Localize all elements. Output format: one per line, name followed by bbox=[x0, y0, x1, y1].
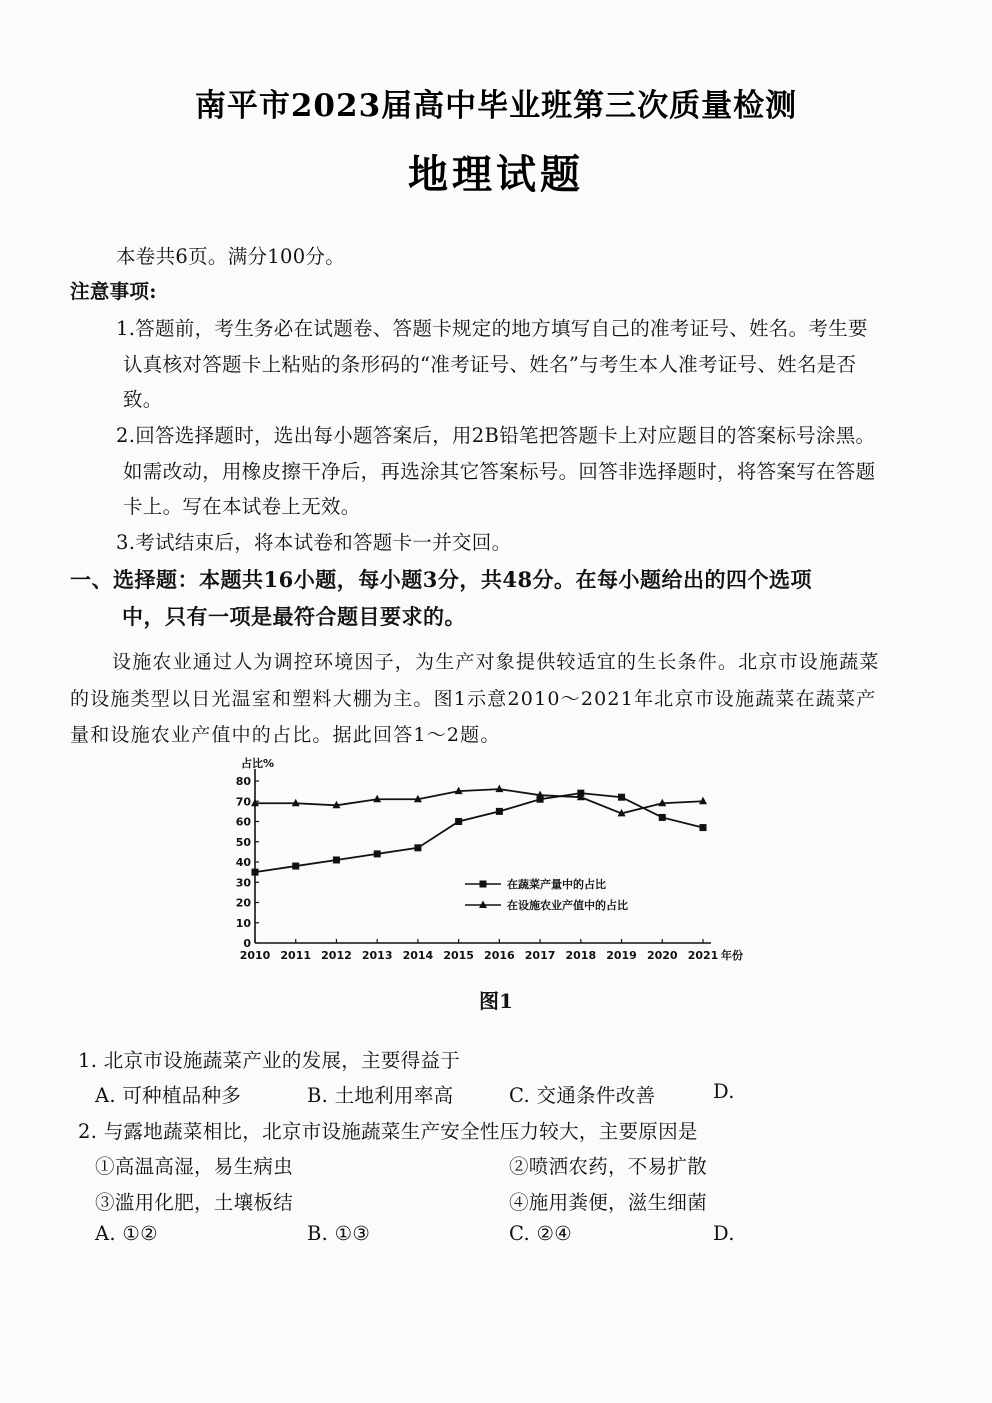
x-tick-label: 2020 bbox=[646, 949, 678, 962]
x-tick-label: 2010 bbox=[239, 949, 271, 962]
data-point-triangle bbox=[455, 787, 463, 795]
intro-line-2: 的设施类型以日光温室和塑料大棚为主。图1示意2010～2021年北京市设施蔬菜在蔬菜产 bbox=[70, 688, 877, 710]
y-tick-label: 70 bbox=[235, 795, 251, 809]
legend-label-1: 在蔬菜产量中的占比 bbox=[507, 878, 606, 891]
x-tick-label: 2014 bbox=[402, 949, 434, 962]
data-point-square bbox=[252, 869, 259, 876]
q1-option-b: B. 土地利用率高 bbox=[307, 1084, 454, 1107]
notice-item-1-line-3: 致。 bbox=[123, 388, 163, 411]
notice-item-2-line-1: 2.回答选择题时，选出每小题答案后，用2B铅笔把答题卡上对应题目的答案标号涂黑。 bbox=[116, 424, 876, 447]
q2-statement-1: ①高温高湿，易生病虫 bbox=[95, 1155, 294, 1178]
data-point-triangle bbox=[414, 795, 422, 803]
data-point-triangle bbox=[658, 799, 666, 807]
y-tick-label: 80 bbox=[235, 775, 251, 788]
intro-line-3: 量和设施农业产值中的占比。据此回答1～2题。 bbox=[70, 724, 501, 746]
notice-item-1-line-1: 1.答题前，考生务必在试题卷、答题卡规定的地方填写自己的准考证号、姓名。考生要 bbox=[116, 317, 868, 340]
series-line-1 bbox=[255, 793, 703, 872]
y-tick-label: 40 bbox=[235, 856, 251, 869]
section-heading: 一、选择题：本题共16小题，每小题3分，共48分。在每小题给出的四个选项 bbox=[70, 567, 813, 592]
data-point-square bbox=[577, 790, 584, 797]
q2-option-d: D. bbox=[713, 1222, 735, 1245]
x-axis-title: 年份 bbox=[721, 949, 743, 962]
data-point-square bbox=[618, 794, 625, 801]
section-heading-cont: 中，只有一项是最符合题目要求的。 bbox=[122, 604, 466, 629]
x-tick-label: 2019 bbox=[606, 949, 637, 962]
data-point-triangle bbox=[332, 801, 340, 809]
notice-item-2-line-3: 卡上。写在本试卷上无效。 bbox=[123, 495, 361, 518]
exam-meta: 本卷共6页。满分100分。 bbox=[116, 245, 346, 268]
data-point-square bbox=[414, 844, 421, 851]
data-point-square bbox=[333, 856, 340, 863]
q2-option-b: B. ①③ bbox=[307, 1222, 371, 1245]
notice-title: 注意事项: bbox=[70, 280, 157, 303]
q2-statement-2: ②喷洒农药，不易扩散 bbox=[509, 1155, 708, 1178]
x-tick-label: 2018 bbox=[565, 949, 597, 962]
q1-option-d: D. bbox=[713, 1080, 735, 1103]
notice-item-1-line-2: 认真核对答题卡上粘贴的条形码的“准考证号、姓名”与考生本人准考证号、姓名是否 bbox=[123, 353, 857, 376]
figure-caption: 图1 bbox=[479, 989, 513, 1013]
exam-subject-title: 地理试题 bbox=[408, 151, 584, 198]
data-point-square bbox=[496, 808, 503, 815]
data-point-square bbox=[455, 818, 462, 825]
x-tick-label: 2012 bbox=[321, 949, 352, 962]
exam-header: 南平市2023届高中毕业班第三次质量检测 bbox=[194, 88, 798, 124]
q1-option-a: A. 可种植品种多 bbox=[95, 1084, 242, 1107]
notice-item-2-line-2: 如需改动，用橡皮擦干净后，再选涂其它答案标号。回答非选择题时，将答案写在答题 bbox=[123, 460, 876, 483]
data-point-triangle bbox=[292, 799, 300, 807]
data-point-triangle bbox=[373, 795, 381, 803]
y-tick-label: 60 bbox=[235, 815, 251, 829]
data-point-triangle bbox=[251, 799, 259, 807]
data-point-square bbox=[292, 863, 299, 870]
data-point-triangle bbox=[495, 785, 503, 793]
legend-label-2: 在设施农业产值中的占比 bbox=[507, 899, 628, 912]
question-2-stem: 2. 与露地蔬菜相比，北京市设施蔬菜生产安全性压力较大，主要原因是 bbox=[78, 1120, 698, 1143]
data-point-square bbox=[700, 824, 707, 831]
q1-option-c: C. 交通条件改善 bbox=[509, 1084, 656, 1107]
y-tick-label: 20 bbox=[235, 896, 251, 910]
x-tick-label: 2011 bbox=[280, 949, 312, 962]
q2-option-a: A. ①② bbox=[95, 1222, 158, 1245]
y-tick-label: 30 bbox=[235, 876, 251, 890]
y-tick-label: 0 bbox=[243, 937, 251, 950]
x-tick-label: 2015 bbox=[443, 949, 474, 962]
data-point-square bbox=[374, 850, 381, 857]
y-tick-label: 10 bbox=[235, 916, 251, 930]
q2-option-c: C. ②④ bbox=[509, 1222, 573, 1245]
data-point-square bbox=[537, 796, 544, 803]
intro-line-1: 设施农业通过人为调控环境因子，为生产对象提供较适宜的生长条件。北京市设施蔬菜 bbox=[112, 651, 880, 673]
data-point-triangle bbox=[618, 809, 626, 817]
q2-statement-3: ③滥用化肥，土壤板结 bbox=[95, 1191, 294, 1214]
x-tick-label: 2013 bbox=[361, 949, 393, 962]
x-tick-label: 2021 bbox=[687, 949, 719, 962]
legend-marker-triangle bbox=[479, 901, 487, 909]
question-1-stem: 1. 北京市设施蔬菜产业的发展，主要得益于 bbox=[78, 1049, 461, 1072]
data-point-triangle bbox=[577, 793, 585, 801]
legend-marker-square bbox=[480, 881, 487, 888]
y-axis-title: 占比% bbox=[241, 757, 275, 770]
data-point-square bbox=[659, 814, 666, 821]
x-tick-label: 2016 bbox=[484, 949, 515, 962]
data-point-triangle bbox=[536, 791, 544, 799]
notice-item-3: 3.考试结束后，将本试卷和答题卡一并交回。 bbox=[116, 531, 512, 554]
data-point-triangle bbox=[699, 797, 707, 805]
q2-statement-4: ④施用粪便，滋生细菌 bbox=[509, 1191, 708, 1214]
series-line-2 bbox=[255, 789, 703, 813]
y-tick-label: 50 bbox=[235, 835, 251, 849]
x-tick-label: 2017 bbox=[524, 949, 556, 962]
